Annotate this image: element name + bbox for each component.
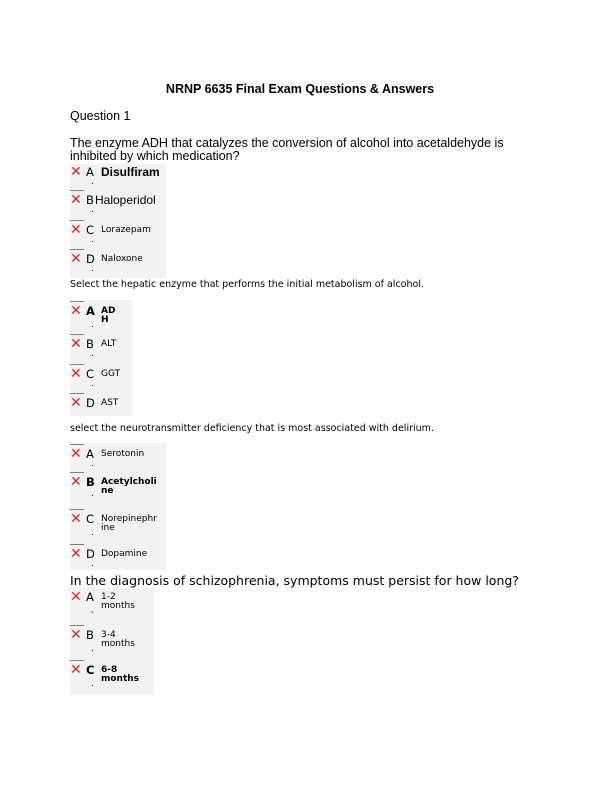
option-1-c[interactable]: ✕ C Lorazepam . [70,222,151,245]
option-text: 6-8 months [101,665,140,684]
option-2-d[interactable] [70,397,118,409]
question-1-options [70,164,166,278]
question-4-stem: In the diagnosis of schizophrenia, symptoms must persist for how long? [70,573,519,588]
option-3-b[interactable]: ✕ B Acetylcholi ne . [70,476,165,496]
option-letter: C [86,223,95,237]
option-2-b[interactable]: ✕ B ALT . [70,336,117,359]
option-letter: A [86,304,95,318]
option-letter: D [86,547,95,561]
option-2-c[interactable]: ✕ C GGT . [70,366,121,389]
option-letter: A [86,447,94,461]
option-text: ALT [101,339,117,349]
question-label: Question 1 [70,109,131,123]
option-4-c[interactable]: ✕ C 6-8 months . [70,664,145,684]
question-2-stem: Select the hepatic enzyme that performs the initial metabolism of alcohol. [70,279,424,290]
option-text: 1-2 months [101,592,135,611]
option-3-d[interactable]: ✕ D Dopamine . [70,546,148,569]
wrong-mark-icon: ✕ [70,546,82,562]
option-3-a[interactable]: ✕ A Serotonin . [70,446,145,469]
option-letter: D [86,396,95,410]
option-letter: D [86,252,95,266]
wrong-mark-icon: ✕ [70,303,82,319]
option-letter: B [86,337,94,351]
option-text: Haloperidol [95,193,156,207]
question-3-options [70,443,166,570]
wrong-mark-icon: ✕ [70,589,82,605]
option-text: AD H [101,306,116,325]
wrong-mark-icon: ✕ [70,446,82,462]
option-letter: B [86,628,94,642]
option-3-c[interactable]: ✕ C Norepinephr ine . [70,513,165,533]
option-text: 3-4 months [101,630,135,649]
option-letter: A [86,165,94,179]
option-text: Serotonin [101,449,145,459]
option-text: Naloxone [101,254,143,264]
wrong-mark-icon: ✕ [70,336,82,352]
option-letter: B [86,475,95,489]
wrong-mark-icon: ✕ [70,222,82,238]
wrong-mark-icon: ✕ [70,511,82,527]
option-text: Dopamine [101,549,148,559]
option-letter: A [86,590,94,604]
wrong-mark-icon: ✕ [70,192,82,208]
question-3-stem: select the neurotransmitter deficiency that is most associated with delirium. [70,423,434,434]
option-letter: C [86,663,95,677]
option-text: Lorazepam [101,225,151,235]
option-letter: C [86,512,95,526]
option-1-d[interactable]: ✕ D Naloxone . [70,251,143,274]
question-4-options [70,588,154,695]
option-1-a[interactable]: ✕ A Disulfiram . [70,164,160,187]
option-text: Disulfiram [101,165,160,179]
option-4-b[interactable]: ✕ B 3-4 months . [70,629,141,649]
document-title: NRNP 6635 Final Exam Questions & Answers [165,82,435,96]
wrong-mark-icon: ✕ [70,395,82,411]
wrong-mark-icon: ✕ [70,251,82,267]
wrong-mark-icon: ✕ [70,366,82,382]
wrong-mark-icon: ✕ [70,164,82,180]
option-1-b[interactable]: ✕ B Haloperidol . [70,192,156,215]
option-4-a[interactable]: ✕ A 1-2 months . [70,591,141,611]
option-text: GGT [101,369,121,379]
wrong-mark-icon: ✕ [70,662,82,678]
option-letter: B [86,193,94,207]
option-text: Norepinephr ine [101,514,157,533]
wrong-mark-icon: ✕ [70,474,82,490]
option-2-a[interactable]: ✕ A AD H . [70,303,116,330]
option-letter: C [86,367,95,381]
wrong-mark-icon: ✕ [70,627,82,643]
option-text: AST [101,398,119,408]
question-1-stem: The enzyme ADH that catalyzes the conversion of alcohol into acetaldehyde is inhibited by which medication? [70,136,504,163]
question-2-options [70,300,132,416]
option-text: Acetylcholi ne [101,477,157,496]
